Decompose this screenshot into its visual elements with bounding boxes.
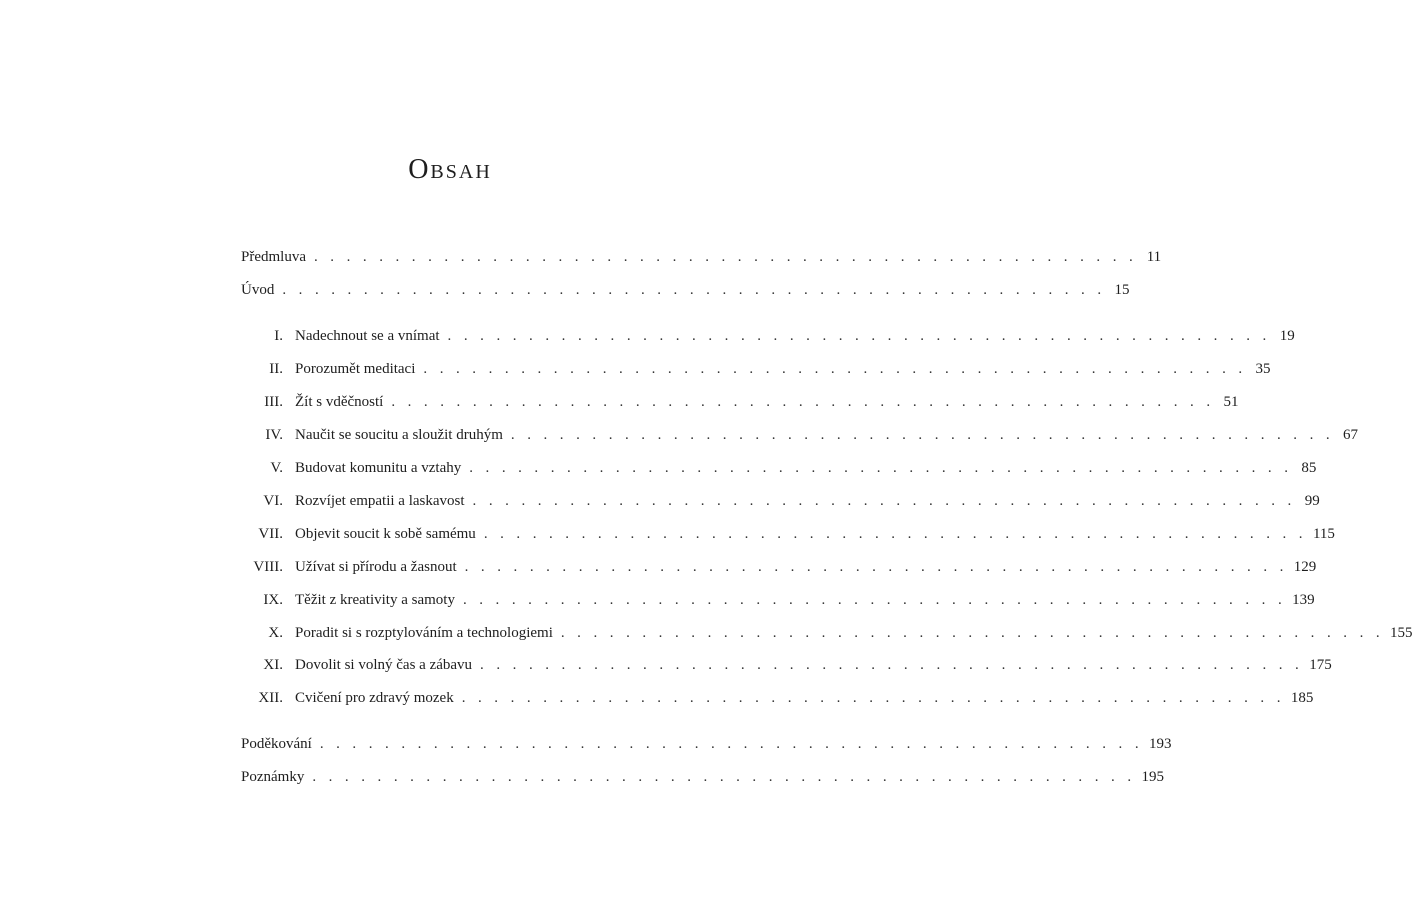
- toc-entry-label: Cvičení pro zdravý mozek: [295, 690, 454, 706]
- toc-entry-label: Předmluva: [241, 249, 306, 265]
- toc-entry-chapter: [241, 555, 1317, 579]
- dot-leader: . . . . . . . . . . . . . . . . . . . . . . . . . . . . . . . . . . . . . . . . . . . . . . . . . . .: [391, 394, 1215, 410]
- toc-entry-page: 85: [1301, 460, 1317, 476]
- toc-entry-chapter: [241, 390, 1239, 414]
- dot-leader: . . . . . . . . . . . . . . . . . . . . . . . . . . . . . . . . . . . . . . . . . . . . . . . . . . .: [423, 361, 1247, 377]
- toc-entry-label: Dovolit si volný čas a zábavu: [295, 657, 473, 673]
- toc-entry-page: 139: [1292, 592, 1315, 608]
- toc-entry-chapter: [241, 588, 1315, 612]
- toc-entry-page: 185: [1290, 690, 1314, 706]
- toc-entry-chapter: [241, 456, 1317, 480]
- dot-leader: . . . . . . . . . . . . . . . . . . . . . . . . . . . . . . . . . . . . . . . . . . . . . . . . . . .: [469, 460, 1293, 476]
- toc-entry-label: Poděkování: [241, 736, 312, 752]
- chapter-number: VIII.: [253, 559, 283, 575]
- toc-entry-back: [241, 765, 1164, 789]
- toc-entry-chapter: [241, 522, 1335, 546]
- chapter-number: XI.: [263, 657, 283, 673]
- toc-entry-page: 67: [1343, 427, 1359, 443]
- toc-entry-label: Poznámky: [241, 769, 305, 785]
- dot-leader: . . . . . . . . . . . . . . . . . . . . . . . . . . . . . . . . . . . . . . . . . . . . . . . . . . .: [472, 493, 1296, 509]
- toc-entry-front: [241, 278, 1130, 302]
- toc-entry-chapter: [241, 489, 1320, 513]
- page-title: Obsah: [408, 154, 492, 185]
- chapter-number: V.: [270, 460, 283, 476]
- dot-leader: . . . . . . . . . . . . . . . . . . . . . . . . . . . . . . . . . . . . . . . . . . . . . . . . . . .: [462, 592, 1287, 608]
- chapter-number: III.: [264, 394, 283, 410]
- chapter-number: X.: [268, 625, 283, 641]
- toc-entry-label: Rozvíjet empatii a laskavost: [295, 493, 465, 509]
- toc-entry-page: 15: [1114, 282, 1130, 298]
- chapter-number: I.: [274, 328, 283, 344]
- toc-entry-label: Budovat komunitu a vztahy: [295, 460, 462, 476]
- chapter-number: IX.: [263, 592, 283, 608]
- dot-leader: . . . . . . . . . . . . . . . . . . . . . . . . . . . . . . . . . . . . . . . . . . . . . . . . . . .: [480, 657, 1304, 673]
- dot-leader: . . . . . . . . . . . . . . . . . . . . . . . . . . . . . . . . . . . . . . . . . . . . . . . . . . .: [483, 526, 1307, 542]
- toc-entry-chapter: [241, 423, 1359, 447]
- toc-entry-page: 19: [1279, 328, 1295, 344]
- toc-entry-label: Těžit z kreativity a samoty: [295, 592, 455, 608]
- chapter-number: XII.: [258, 690, 283, 706]
- toc-entry-page: 155: [1390, 625, 1413, 641]
- toc-entry-page: 35: [1255, 361, 1271, 377]
- toc-entry-chapter: [241, 686, 1314, 710]
- toc-entry-label: Porozumět meditaci: [295, 361, 416, 377]
- dot-leader: . . . . . . . . . . . . . . . . . . . . . . . . . . . . . . . . . . . . . . . . . . . . . . . . . . .: [560, 625, 1385, 641]
- dot-leader: . . . . . . . . . . . . . . . . . . . . . . . . . . . . . . . . . . . . . . . . . . . . . . . . . . .: [464, 559, 1288, 575]
- chapter-number: VII.: [258, 526, 283, 542]
- toc-entry-chapter: [241, 357, 1271, 381]
- toc-entry-label: Úvod: [241, 282, 275, 298]
- toc-entry-page: 193: [1148, 736, 1172, 752]
- toc-entry-label: Žít s vděčností: [295, 394, 384, 410]
- chapter-number: IV.: [265, 427, 283, 443]
- toc-entry-page: 51: [1223, 394, 1239, 410]
- toc-entry-chapter: [241, 621, 1413, 645]
- dot-leader: . . . . . . . . . . . . . . . . . . . . . . . . . . . . . . . . . . . . . . . . . . . . . . . . . . .: [461, 690, 1285, 706]
- toc-entry-label: Nadechnout se a vnímat: [295, 328, 440, 344]
- toc-entry-chapter: [241, 324, 1295, 348]
- chapter-number: VI.: [263, 493, 283, 509]
- toc-entry-page: 99: [1304, 493, 1320, 509]
- dot-leader: . . . . . . . . . . . . . . . . . . . . . . . . . . . . . . . . . . . . . . . . . . . . . . . . . . .: [510, 427, 1335, 443]
- dot-leader: . . . . . . . . . . . . . . . . . . . . . . . . . . . . . . . . . . . . . . . . . . . . . . . . . . .: [314, 249, 1138, 265]
- toc-entry-chapter: [241, 653, 1332, 677]
- toc-entry-front: [241, 245, 1162, 269]
- chapter-number: II.: [269, 361, 283, 377]
- toc-entry-label: Poradit si s rozptylováním a technologiemi: [295, 625, 553, 641]
- toc-entry-page: 11: [1146, 249, 1162, 265]
- dot-leader: . . . . . . . . . . . . . . . . . . . . . . . . . . . . . . . . . . . . . . . . . . . . . . . . . . .: [282, 282, 1106, 298]
- toc-entry-label: Užívat si přírodu a žasnout: [295, 559, 457, 575]
- toc-entry-label: Objevit soucit k sobě samému: [295, 526, 476, 542]
- toc-entry-page: 175: [1309, 657, 1332, 673]
- dot-leader: . . . . . . . . . . . . . . . . . . . . . . . . . . . . . . . . . . . . . . . . . . . . . . . . . . .: [447, 328, 1271, 344]
- toc-entry-page: 195: [1141, 769, 1164, 785]
- dot-leader: . . . . . . . . . . . . . . . . . . . . . . . . . . . . . . . . . . . . . . . . . . . . . . . . . . .: [319, 736, 1143, 752]
- dot-leader: . . . . . . . . . . . . . . . . . . . . . . . . . . . . . . . . . . . . . . . . . . . . . . . . . . .: [312, 769, 1136, 785]
- toc-entry-page: 129: [1293, 559, 1317, 575]
- toc-entry-label: Naučit se soucitu a sloužit druhým: [295, 427, 503, 443]
- toc-entry-page: 115: [1312, 526, 1335, 542]
- toc-entry-back: [241, 732, 1172, 756]
